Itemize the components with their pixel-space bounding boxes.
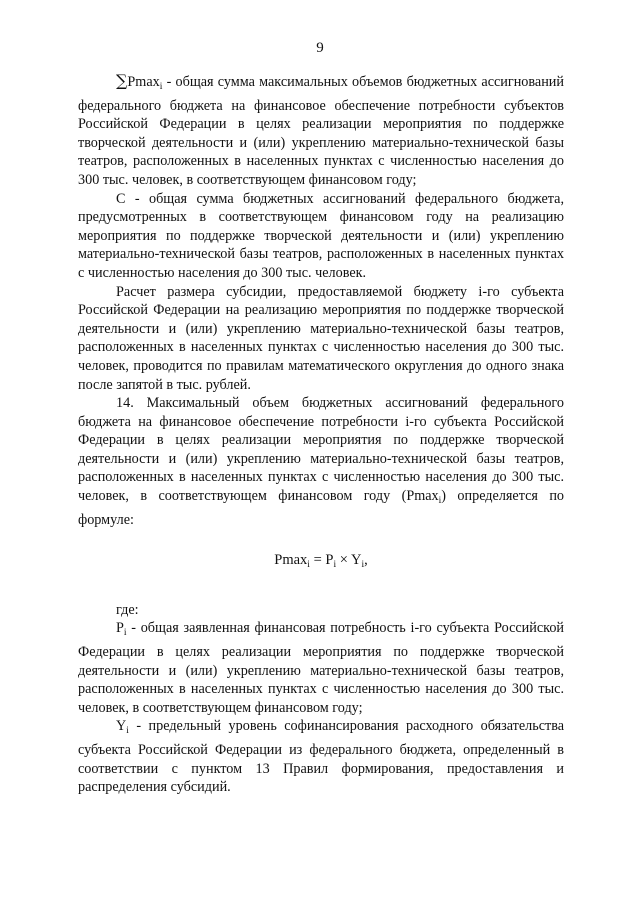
formula-y-subscript: i [361, 560, 365, 571]
var-p: P [116, 620, 124, 637]
var-y: Y [116, 718, 127, 735]
paragraph-subsidy-calculation: Расчет размера субсидии, предоставляемой бюджету i-го субъекта Российской Федерации на реализацию мероприятия по поддержке творческой деятельности и (или) укреплению материально-технической базы театров, расположенных в населенных пунктах с численностью населения до 300 тыс. человек, проводится по правилам математического округления до одного знака после запятой в тыс. рублей. [78, 283, 564, 393]
formula-p: P [325, 552, 334, 569]
subscript-i: i [159, 82, 163, 92]
formula-times: × [336, 552, 351, 569]
subscript-i: i [438, 496, 442, 507]
subscript-i: i [126, 726, 129, 737]
document-body [78, 73, 564, 797]
formula [78, 551, 564, 575]
paragraph-y-definition [78, 717, 564, 796]
formula-lhs-subscript: i [307, 560, 310, 571]
paragraph-c-definition: С - общая сумма бюджетных ассигнований федерального бюджета, предусмотренных в соответствующем финансовом году на реализацию мероприятия по поддержке творческой деятельности и (или) укреплению материально-технической базы театров, расположенных в населенных пунктах с численностью населения до 300 тыс. человек. [78, 190, 564, 281]
formula-equals: = [309, 552, 326, 569]
sum-symbol: ∑ [116, 71, 128, 90]
var-pmax: Pmax [127, 74, 160, 90]
definition-text: - предельный уровень софинансирования расходного обязательства субъекта Российской Федерации из федерального бюджета, определенный в соответствии с пунктом 13 Правил формирования, предоставления и распределения субсидий. [78, 718, 564, 796]
formula-y: Y [350, 552, 362, 569]
definition-text: - общая сумма максимальных объемов бюджетных ассигнований федерального бюджета на финансовое обеспечение потребности субъектов Российской Федерации в целях реализации мероприятия по поддержке творческой деятельности и (или) укреплению материально-технической базы театров, расположенных в населенных пунктах с численностью населения до 300 тыс. человек, в соответствующем финансовом году; [78, 74, 564, 188]
definition-text: - общая заявленная финансовая потребность i-го субъекта Российской Федерации в целях реализации мероприятия по поддержке творческой деятельности и (или) укреплению материально-технической базы театров, расположенных в населенных пунктах с численностью населения до 300 тыс. человек, в соответствующем финансовом году; [78, 620, 564, 716]
formula-end: , [364, 552, 368, 569]
formula-p-subscript: i [333, 560, 337, 571]
var-pmax: Pmax [406, 488, 439, 505]
paragraph-item-14 [78, 394, 564, 529]
formula-lhs: Pmax [274, 552, 308, 569]
item-14-text: 14. Максимальный объем бюджетных ассигнований федерального бюджета на финансовое обеспечение потребности i-го субъекта Российской Федерации в целях реализации мероприятия по поддержке творческой деятельности и (или) укреплению материально-технической базы театров, расположенных в населенных пунктах с численностью населения до 300 тыс. человек, в соответствующем финансовом году ( [78, 395, 564, 505]
subscript-i: i [123, 628, 127, 639]
item-14-tail: ) определяется по формуле: [78, 488, 565, 528]
page-number: 9 [316, 40, 324, 56]
paragraph-sum-pmax-definition [78, 73, 564, 190]
paragraph-p-definition [78, 619, 564, 717]
where-label: где: [116, 601, 139, 618]
